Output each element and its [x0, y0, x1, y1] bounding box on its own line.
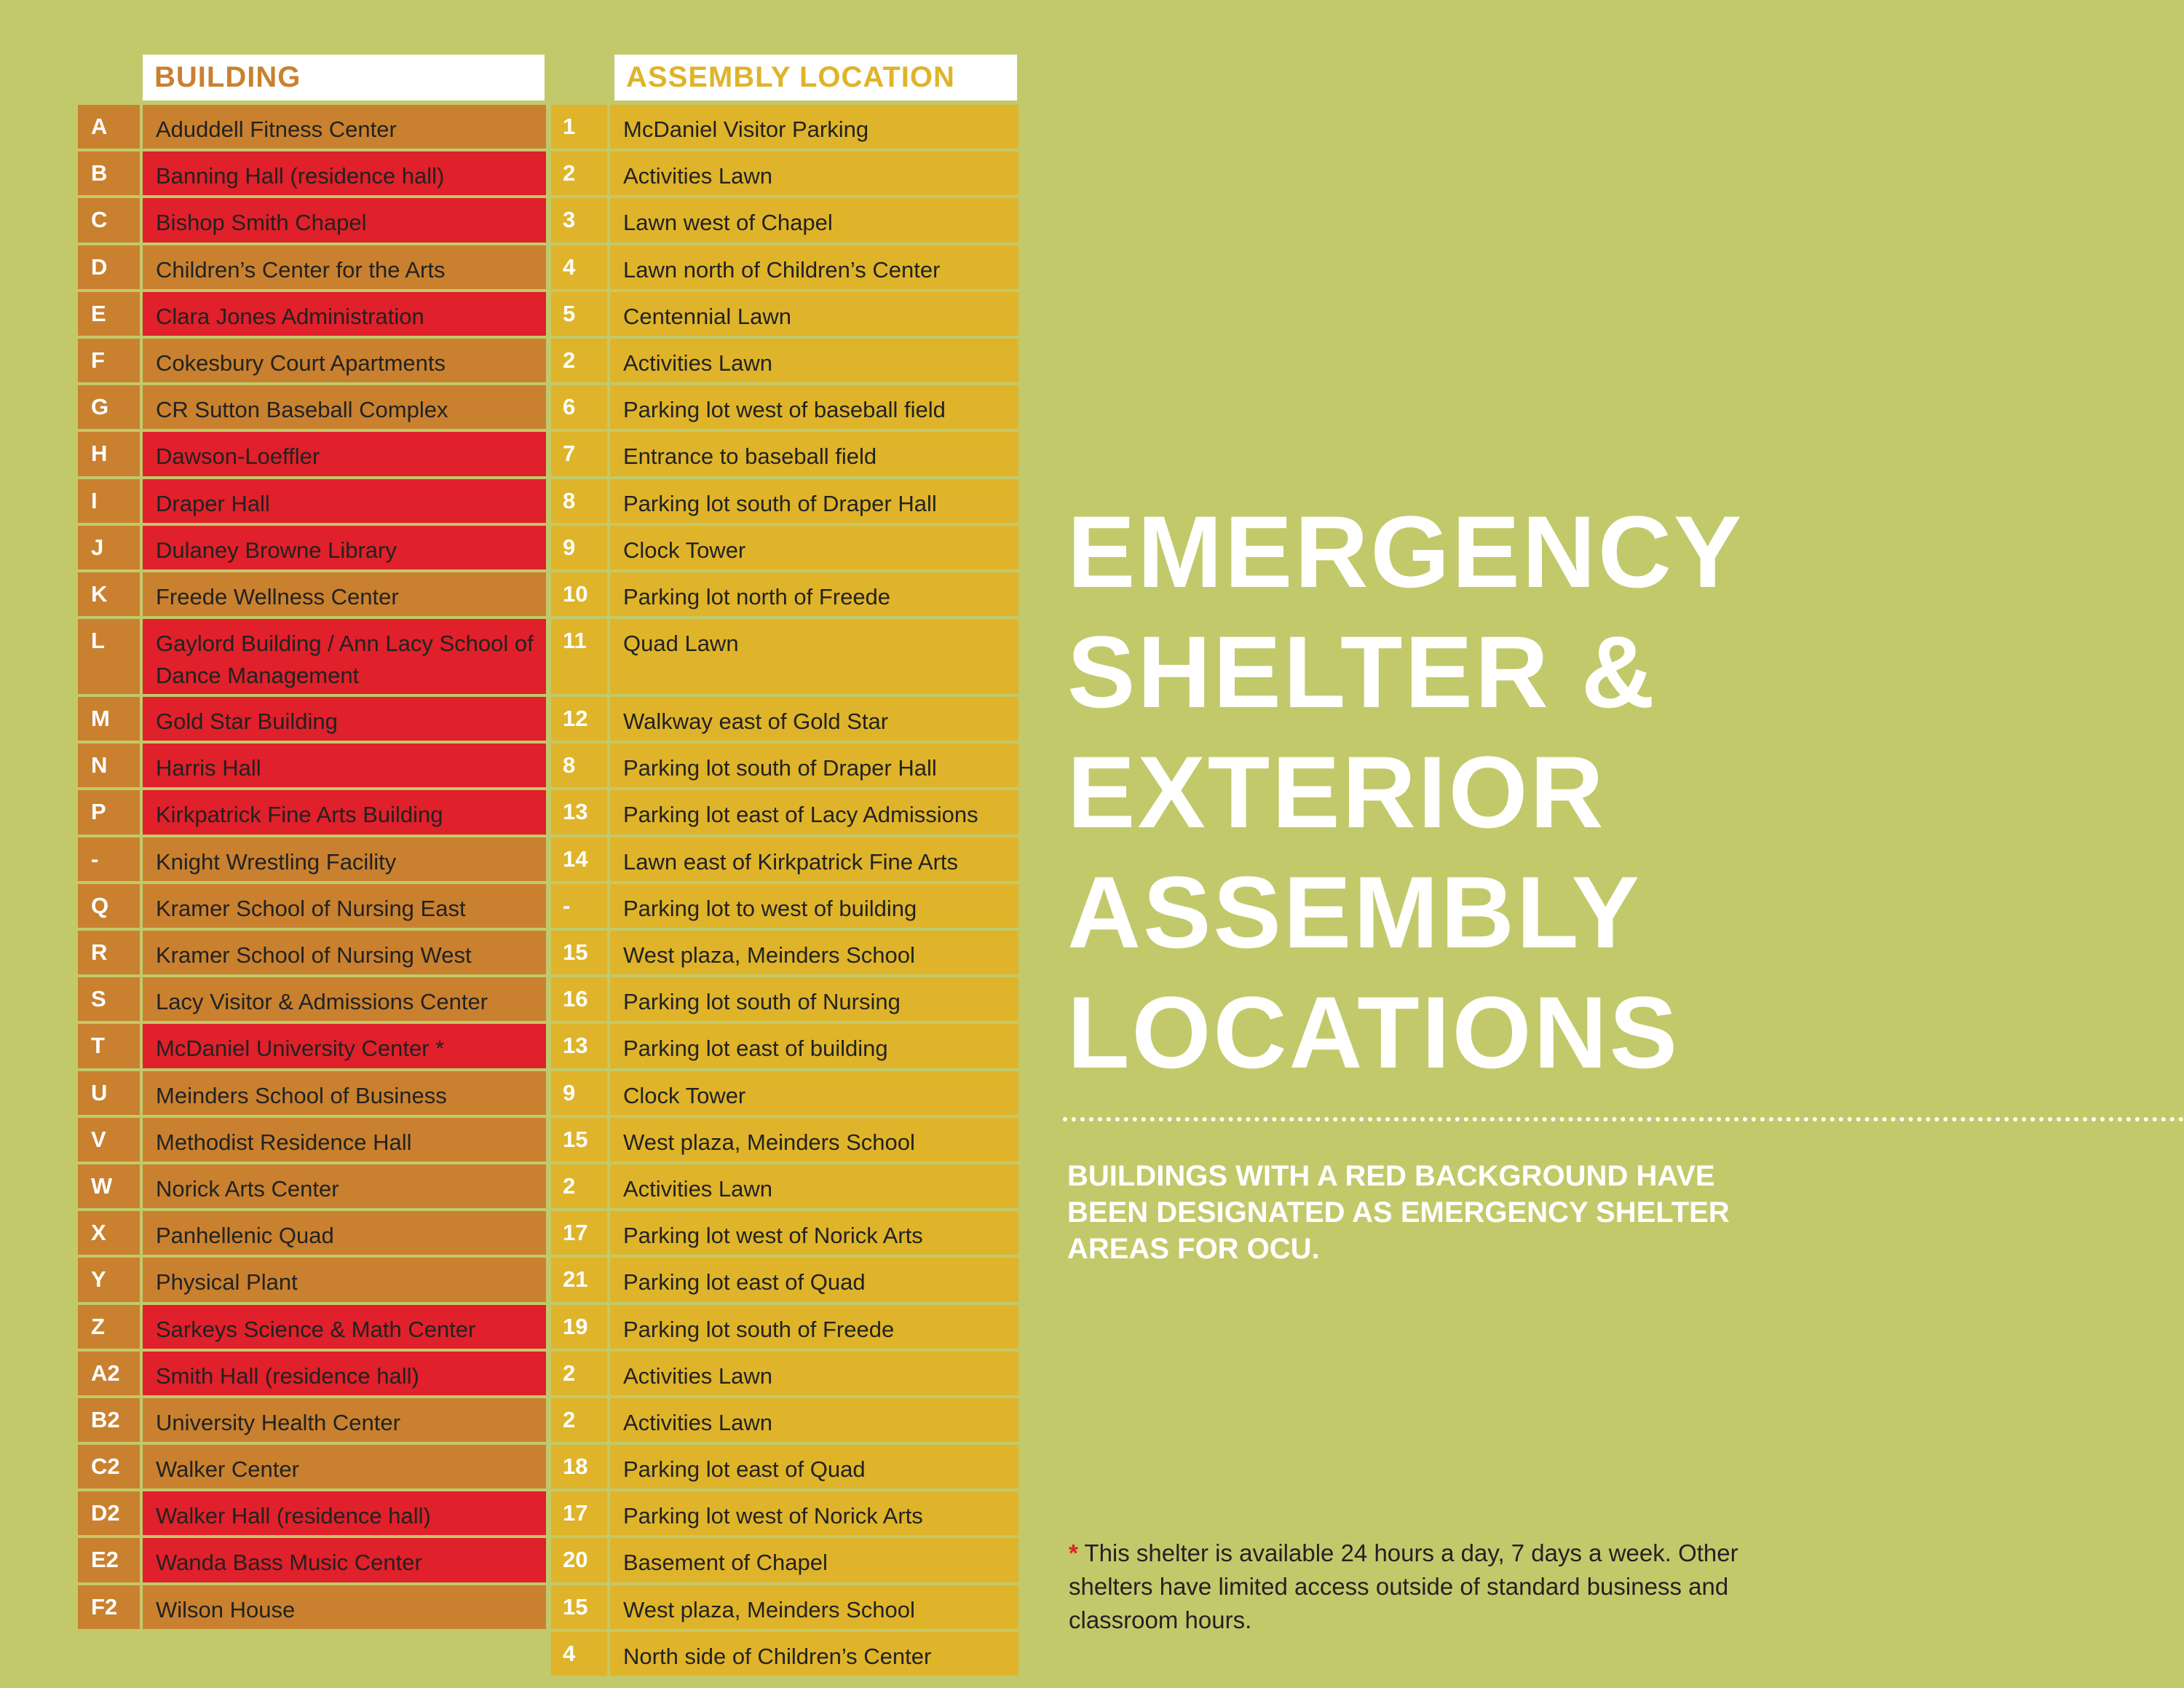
assembly-row: [551, 479, 1018, 526]
assembly-number: 21: [551, 1258, 610, 1301]
building-row: [78, 1491, 546, 1538]
building-code: R: [78, 931, 143, 974]
building-row: [78, 931, 546, 977]
assembly-number: 14: [551, 837, 610, 881]
assembly-number: 19: [551, 1305, 610, 1349]
building-row: [78, 1445, 546, 1491]
building-code: J: [78, 526, 143, 569]
assembly-number: 8: [551, 479, 610, 523]
building-code: B: [78, 151, 143, 195]
asterisk-marker: *: [1069, 1539, 1078, 1566]
assembly-number: 2: [551, 339, 610, 382]
assembly-number: 7: [551, 432, 610, 476]
assembly-location-name: Parking lot south of Nursing: [610, 977, 1018, 1021]
building-name: Lacy Visitor & Admissions Center: [143, 977, 546, 1021]
assembly-number: 15: [551, 931, 610, 974]
building-row: [78, 1538, 546, 1585]
assembly-row: [551, 977, 1018, 1024]
building-row: [78, 151, 546, 198]
building-row: [78, 479, 546, 526]
assembly-number: 9: [551, 526, 610, 569]
building-row: [78, 1398, 546, 1445]
building-name: Methodist Residence Hall: [143, 1118, 546, 1162]
building-row: [78, 1071, 546, 1118]
building-name: Dulaney Browne Library: [143, 526, 546, 569]
assembly-number: 2: [551, 151, 610, 195]
building-row: [78, 339, 546, 385]
building-name: Knight Wrestling Facility: [143, 837, 546, 881]
assembly-location-name: Walkway east of Gold Star: [610, 697, 1018, 741]
title-line: SHELTER &: [1067, 615, 1657, 729]
assembly-row: [551, 1071, 1018, 1118]
assembly-location-name: Parking lot west of baseball field: [610, 385, 1018, 429]
building-code: A: [78, 105, 143, 149]
building-row: [78, 1164, 546, 1211]
building-name: Meinders School of Business: [143, 1071, 546, 1115]
assembly-location-name: Parking lot north of Freede: [610, 572, 1018, 616]
assembly-column-header: ASSEMBLY LOCATION: [614, 55, 1017, 100]
assembly-row: [551, 1211, 1018, 1258]
assembly-number: 12: [551, 697, 610, 741]
assembly-location-name: West plaza, Meinders School: [610, 1118, 1018, 1162]
assembly-location-name: Parking lot east of Lacy Admissions: [610, 790, 1018, 834]
building-name: Gold Star Building: [143, 697, 546, 741]
building-row: [78, 1211, 546, 1258]
shelter-footnote: [1069, 1537, 1797, 1637]
building-code: D2: [78, 1491, 143, 1535]
assembly-location-name: Lawn north of Children’s Center: [610, 245, 1018, 289]
building-row: [78, 790, 546, 837]
assembly-location-name: West plaza, Meinders School: [610, 931, 1018, 974]
assembly-row: [551, 245, 1018, 292]
assembly-row: [551, 1258, 1018, 1304]
assembly-row: [551, 837, 1018, 884]
assembly-row: [551, 744, 1018, 790]
assembly-location-name: Parking lot south of Freede: [610, 1305, 1018, 1349]
building-row: [78, 837, 546, 884]
building-row: [78, 105, 546, 151]
assembly-location-name: Quad Lawn: [610, 619, 1018, 694]
building-name: Walker Center: [143, 1445, 546, 1488]
building-name: Draper Hall: [143, 479, 546, 523]
assembly-location-name: Activities Lawn: [610, 151, 1018, 195]
building-list: [78, 105, 546, 1632]
building-code: P: [78, 790, 143, 834]
assembly-location-name: Parking lot east of building: [610, 1024, 1018, 1068]
assembly-number: 4: [551, 245, 610, 289]
assembly-number: 16: [551, 977, 610, 1021]
assembly-number: 2: [551, 1164, 610, 1208]
building-code: L: [78, 619, 143, 694]
assembly-number: 3: [551, 198, 610, 242]
assembly-row: [551, 1118, 1018, 1164]
assembly-location-name: McDaniel Visitor Parking: [610, 105, 1018, 149]
assembly-location-name: Parking lot south of Draper Hall: [610, 479, 1018, 523]
assembly-location-name: Centennial Lawn: [610, 292, 1018, 336]
building-name: McDaniel University Center *: [143, 1024, 546, 1068]
assembly-number: 20: [551, 1538, 610, 1582]
building-code: C2: [78, 1445, 143, 1488]
building-name: Kramer School of Nursing West: [143, 931, 546, 974]
assembly-number: 15: [551, 1585, 610, 1629]
assembly-row: [551, 1305, 1018, 1352]
building-row: [78, 572, 546, 619]
building-name: Cokesbury Court Apartments: [143, 339, 546, 382]
building-row: [78, 1118, 546, 1164]
building-code: Y: [78, 1258, 143, 1301]
assembly-row: [551, 931, 1018, 977]
assembly-row: [551, 292, 1018, 339]
assembly-number: 6: [551, 385, 610, 429]
assembly-row: [551, 385, 1018, 432]
building-code: K: [78, 572, 143, 616]
building-name: Aduddell Fitness Center: [143, 105, 546, 149]
building-code: Z: [78, 1305, 143, 1349]
assembly-number: 11: [551, 619, 610, 694]
building-code: N: [78, 744, 143, 787]
building-row: [78, 619, 546, 697]
building-name: Kramer School of Nursing East: [143, 884, 546, 928]
building-name: Panhellenic Quad: [143, 1211, 546, 1255]
assembly-row: [551, 198, 1018, 245]
assembly-location-list: [551, 105, 1018, 1679]
building-name: Harris Hall: [143, 744, 546, 787]
assembly-location-name: Lawn east of Kirkpatrick Fine Arts: [610, 837, 1018, 881]
assembly-location-name: Parking lot east of Quad: [610, 1445, 1018, 1488]
assembly-location-name: Clock Tower: [610, 526, 1018, 569]
building-name: Wanda Bass Music Center: [143, 1538, 546, 1582]
assembly-row: [551, 432, 1018, 478]
building-row: [78, 884, 546, 931]
building-code: -: [78, 837, 143, 881]
building-code: G: [78, 385, 143, 429]
assembly-row: [551, 790, 1018, 837]
building-name: Smith Hall (residence hall): [143, 1352, 546, 1395]
building-name: CR Sutton Baseball Complex: [143, 385, 546, 429]
assembly-number: 2: [551, 1398, 610, 1442]
building-code: S: [78, 977, 143, 1021]
assembly-location-name: Basement of Chapel: [610, 1538, 1018, 1582]
assembly-number: -: [551, 884, 610, 928]
assembly-location-name: Activities Lawn: [610, 1352, 1018, 1395]
building-row: [78, 1352, 546, 1398]
assembly-location-name: Parking lot to west of building: [610, 884, 1018, 928]
building-row: [78, 198, 546, 245]
building-code: E: [78, 292, 143, 336]
assembly-row: [551, 1538, 1018, 1585]
building-name: Clara Jones Administration: [143, 292, 546, 336]
assembly-location-name: Parking lot west of Norick Arts: [610, 1491, 1018, 1535]
building-code: Q: [78, 884, 143, 928]
building-row: [78, 1024, 546, 1070]
building-code: E2: [78, 1538, 143, 1582]
assembly-location-name: Lawn west of Chapel: [610, 198, 1018, 242]
assembly-number: 13: [551, 790, 610, 834]
building-row: [78, 292, 546, 339]
building-code: A2: [78, 1352, 143, 1395]
assembly-row: [551, 105, 1018, 151]
title-line: EMERGENCY: [1067, 494, 1744, 609]
building-column-header: BUILDING: [143, 55, 545, 100]
building-code: M: [78, 697, 143, 741]
building-code: B2: [78, 1398, 143, 1442]
building-code: H: [78, 432, 143, 476]
assembly-number: 4: [551, 1632, 610, 1676]
assembly-row: [551, 151, 1018, 198]
assembly-number: 10: [551, 572, 610, 616]
red-background-note: BUILDINGS WITH A RED BACKGROUND HAVE BEEN DESIGNATED AS EMERGENCY SHELTER AREAS FOR OCU.: [1067, 1160, 1730, 1265]
assembly-location-name: Parking lot east of Quad: [610, 1258, 1018, 1301]
assembly-location-name: Clock Tower: [610, 1071, 1018, 1115]
assembly-location-name: Parking lot south of Draper Hall: [610, 744, 1018, 787]
building-code: W: [78, 1164, 143, 1208]
assembly-location-name: Parking lot west of Norick Arts: [610, 1211, 1018, 1255]
title-line: LOCATIONS: [1067, 975, 1680, 1089]
footnote-text: This shelter is available 24 hours a day, 7 days a week. Other shelters have limited access outside of standard business and classroom hours.: [1069, 1539, 1738, 1633]
assembly-number: 9: [551, 1071, 610, 1115]
assembly-row: [551, 1352, 1018, 1398]
building-row: [78, 385, 546, 432]
assembly-number: 17: [551, 1491, 610, 1535]
assembly-row: [551, 1024, 1018, 1070]
assembly-number: 5: [551, 292, 610, 336]
building-name: Sarkeys Science & Math Center: [143, 1305, 546, 1349]
assembly-row: [551, 526, 1018, 572]
building-row: [78, 1305, 546, 1352]
assembly-row: [551, 1632, 1018, 1679]
building-name: Dawson-Loeffler: [143, 432, 546, 476]
building-code: D: [78, 245, 143, 289]
assembly-number: 13: [551, 1024, 610, 1068]
assembly-location-name: West plaza, Meinders School: [610, 1585, 1018, 1629]
assembly-location-name: Entrance to baseball field: [610, 432, 1018, 476]
building-code: F2: [78, 1585, 143, 1629]
building-row: [78, 526, 546, 572]
assembly-row: [551, 1585, 1018, 1632]
building-name: Physical Plant: [143, 1258, 546, 1301]
assembly-location-name: North side of Children’s Center: [610, 1632, 1018, 1676]
assembly-location-name: Activities Lawn: [610, 1164, 1018, 1208]
assembly-row: [551, 619, 1018, 697]
assembly-number: 2: [551, 1352, 610, 1395]
building-name: Children’s Center for the Arts: [143, 245, 546, 289]
assembly-number: 15: [551, 1118, 610, 1162]
building-row: [78, 744, 546, 790]
assembly-number: 1: [551, 105, 610, 149]
building-code: F: [78, 339, 143, 382]
assembly-row: [551, 1445, 1018, 1491]
building-code: V: [78, 1118, 143, 1162]
assembly-number: 8: [551, 744, 610, 787]
assembly-row: [551, 1398, 1018, 1445]
building-code: I: [78, 479, 143, 523]
building-code: U: [78, 1071, 143, 1115]
building-name: University Health Center: [143, 1398, 546, 1442]
building-row: [78, 432, 546, 478]
title-line: EXTERIOR: [1067, 735, 1606, 849]
assembly-number: 18: [551, 1445, 610, 1488]
assembly-location-name: Activities Lawn: [610, 1398, 1018, 1442]
building-code: T: [78, 1024, 143, 1068]
title-line: ASSEMBLY: [1067, 855, 1642, 969]
building-name: Banning Hall (residence hall): [143, 151, 546, 195]
building-code: X: [78, 1211, 143, 1255]
assembly-row: [551, 572, 1018, 619]
assembly-row: [551, 884, 1018, 931]
building-row: [78, 1585, 546, 1632]
assembly-row: [551, 1164, 1018, 1211]
building-row: [78, 977, 546, 1024]
building-name: Wilson House: [143, 1585, 546, 1629]
assembly-location-name: Activities Lawn: [610, 339, 1018, 382]
assembly-row: [551, 1491, 1018, 1538]
building-row: [78, 1258, 546, 1304]
building-code: C: [78, 198, 143, 242]
building-name: Bishop Smith Chapel: [143, 198, 546, 242]
assembly-row: [551, 339, 1018, 385]
page-title: [1067, 492, 1744, 1092]
building-name: Gaylord Building / Ann Lacy School of Dance Management: [143, 619, 546, 694]
dotted-divider: [1063, 1117, 2184, 1121]
building-row: [78, 697, 546, 744]
building-name: Norick Arts Center: [143, 1164, 546, 1208]
building-name: Kirkpatrick Fine Arts Building: [143, 790, 546, 834]
building-row: [78, 245, 546, 292]
building-name: Freede Wellness Center: [143, 572, 546, 616]
assembly-number: 17: [551, 1211, 610, 1255]
assembly-row: [551, 697, 1018, 744]
building-name: Walker Hall (residence hall): [143, 1491, 546, 1535]
